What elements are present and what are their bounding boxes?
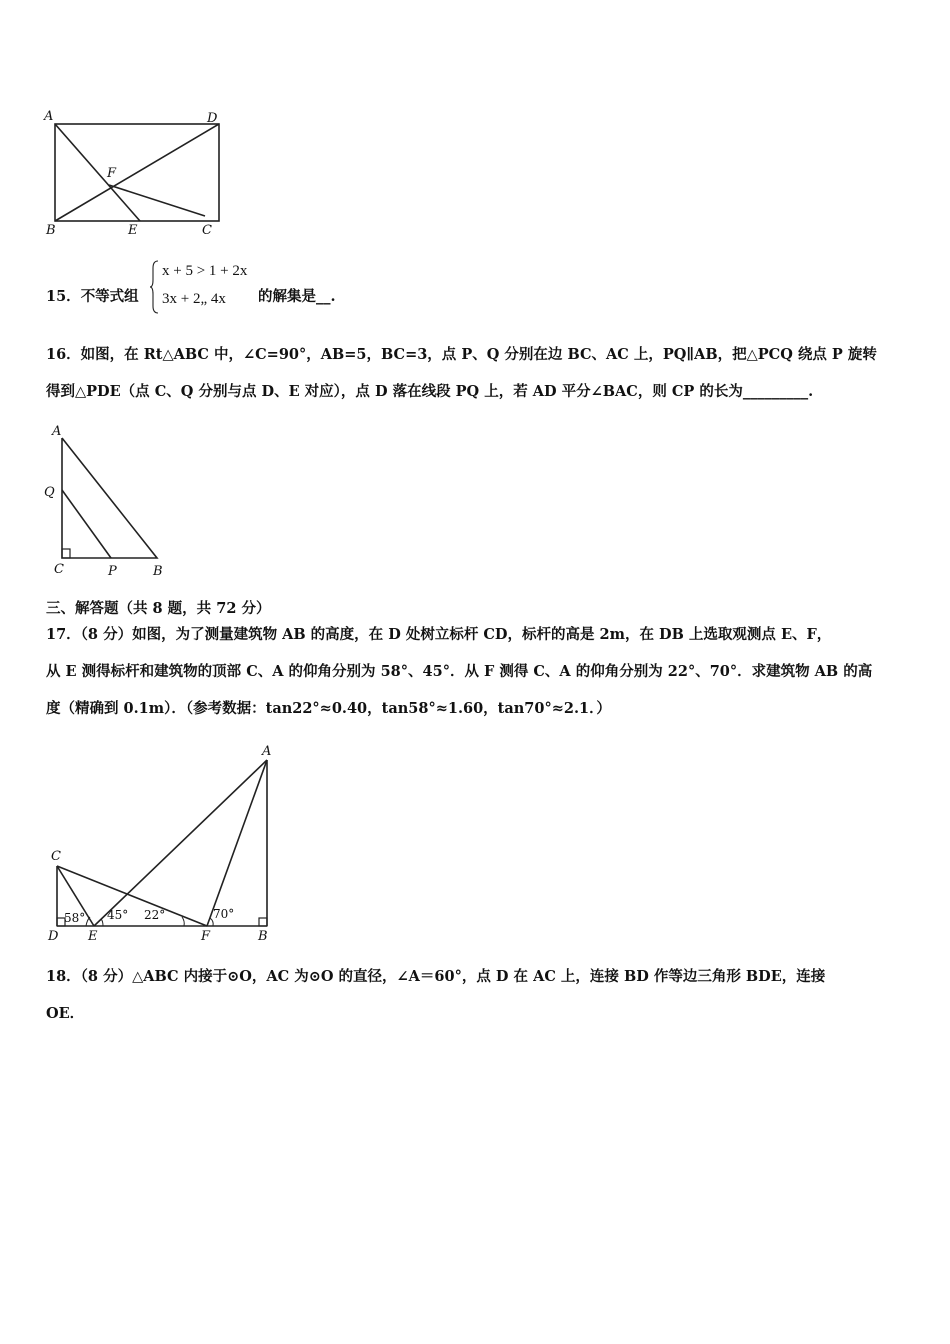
sight-line-fa bbox=[207, 760, 267, 926]
question-16-line-1: 16．如图，在 Rt△ABC 中，∠C=90°，AB=5，BC=3，点 P、Q 分别在边 BC、AC 上，PQ∥AB，把△PCQ 绕点 P 旋转 bbox=[46, 346, 877, 363]
building-figure-q17 bbox=[40, 738, 290, 948]
angle-label-58: 58° bbox=[64, 911, 86, 925]
label-c: C bbox=[202, 223, 212, 238]
angle-arc-45 bbox=[101, 919, 103, 926]
q16-line2-text: 得到△PDE（点 C、Q 分别与点 D、E 对应），点 D 落在线段 PQ 上，若 AD 平分∠BAC，则 CP 的长为 bbox=[46, 383, 743, 400]
question-17-line-3: 度（精确到 0.1m）．（参考数据：tan22°≈0.40，tan58°≈1.60，tan70°≈2.1．） bbox=[46, 700, 611, 717]
label-c: C bbox=[54, 562, 64, 577]
label-b: B bbox=[46, 223, 56, 238]
segment-bd bbox=[55, 124, 219, 221]
q16-line2-end: . bbox=[808, 383, 814, 400]
inequality-1: x + 5 > 1 + 2x bbox=[162, 263, 248, 279]
q15-after bbox=[258, 278, 336, 315]
label-a: A bbox=[44, 109, 54, 124]
angle-label-45: 45° bbox=[107, 908, 129, 922]
question-16-line-2 bbox=[46, 373, 813, 410]
q15-text-before: 不等式组 bbox=[80, 288, 139, 305]
question-18-line-1: 18．（8 分）△ABC 内接于⊙O，AC 为⊙O 的直径，∠A＝60°，点 D 在 AC 上，连接 BD 作等边三角形 BDE，连接 bbox=[46, 968, 826, 985]
inequality-system bbox=[150, 258, 260, 314]
question-18-line-2: OE． bbox=[46, 1005, 85, 1022]
label-e: E bbox=[88, 929, 98, 944]
section-3-title: 三、解答题（共 8 题，共 72 分） bbox=[46, 600, 271, 617]
label-f: F bbox=[201, 929, 211, 944]
question-17-line-2: 从 E 测得标杆和建筑物的顶部 C、A 的仰角分别为 58°、45°．从 F 测得 C、A 的仰角分别为 22°、70°．求建筑物 AB 的高 bbox=[46, 663, 873, 680]
q15-number: 15． bbox=[46, 288, 81, 305]
question-15 bbox=[46, 278, 139, 315]
label-q: Q bbox=[44, 485, 55, 500]
label-b: B bbox=[153, 564, 163, 579]
angle-label-22: 22° bbox=[144, 908, 166, 922]
label-e: E bbox=[128, 223, 138, 238]
label-p: P bbox=[108, 564, 117, 579]
inequality-2: 3x + 2„ 4x bbox=[162, 291, 226, 307]
label-a: A bbox=[52, 424, 62, 439]
triangle-abc bbox=[62, 438, 157, 558]
label-f: F bbox=[107, 166, 117, 181]
q15-answer-blank: __ bbox=[316, 288, 331, 305]
segment-ae bbox=[55, 124, 140, 221]
question-17-line-1: 17．（8 分）如图，为了测量建筑物 AB 的高度，在 D 处树立标杆 CD，标杆的高是 2m，在 DB 上选取观测点 E、F， bbox=[46, 626, 832, 643]
angle-label-70: 70° bbox=[213, 907, 235, 921]
segment-fc bbox=[109, 185, 205, 216]
label-d: D bbox=[207, 111, 218, 126]
q15-text-after: 的解集是 bbox=[258, 288, 316, 305]
rectangle-figure-q14 bbox=[40, 105, 230, 240]
angle-arc-22 bbox=[182, 917, 184, 926]
sight-line-ea bbox=[94, 760, 267, 926]
label-c: C bbox=[51, 849, 61, 864]
triangle-figure-q16 bbox=[40, 418, 180, 580]
q16-answer-blank: _________ bbox=[742, 383, 809, 400]
angle-arc-58 bbox=[86, 917, 90, 926]
label-a: A bbox=[262, 744, 272, 759]
label-d: D bbox=[48, 929, 59, 944]
q15-end: . bbox=[330, 288, 336, 305]
right-angle-mark bbox=[62, 549, 70, 558]
right-angle-mark-b bbox=[259, 918, 267, 926]
label-b: B bbox=[258, 929, 268, 944]
left-brace-icon bbox=[150, 260, 160, 314]
segment-qp bbox=[62, 490, 111, 558]
